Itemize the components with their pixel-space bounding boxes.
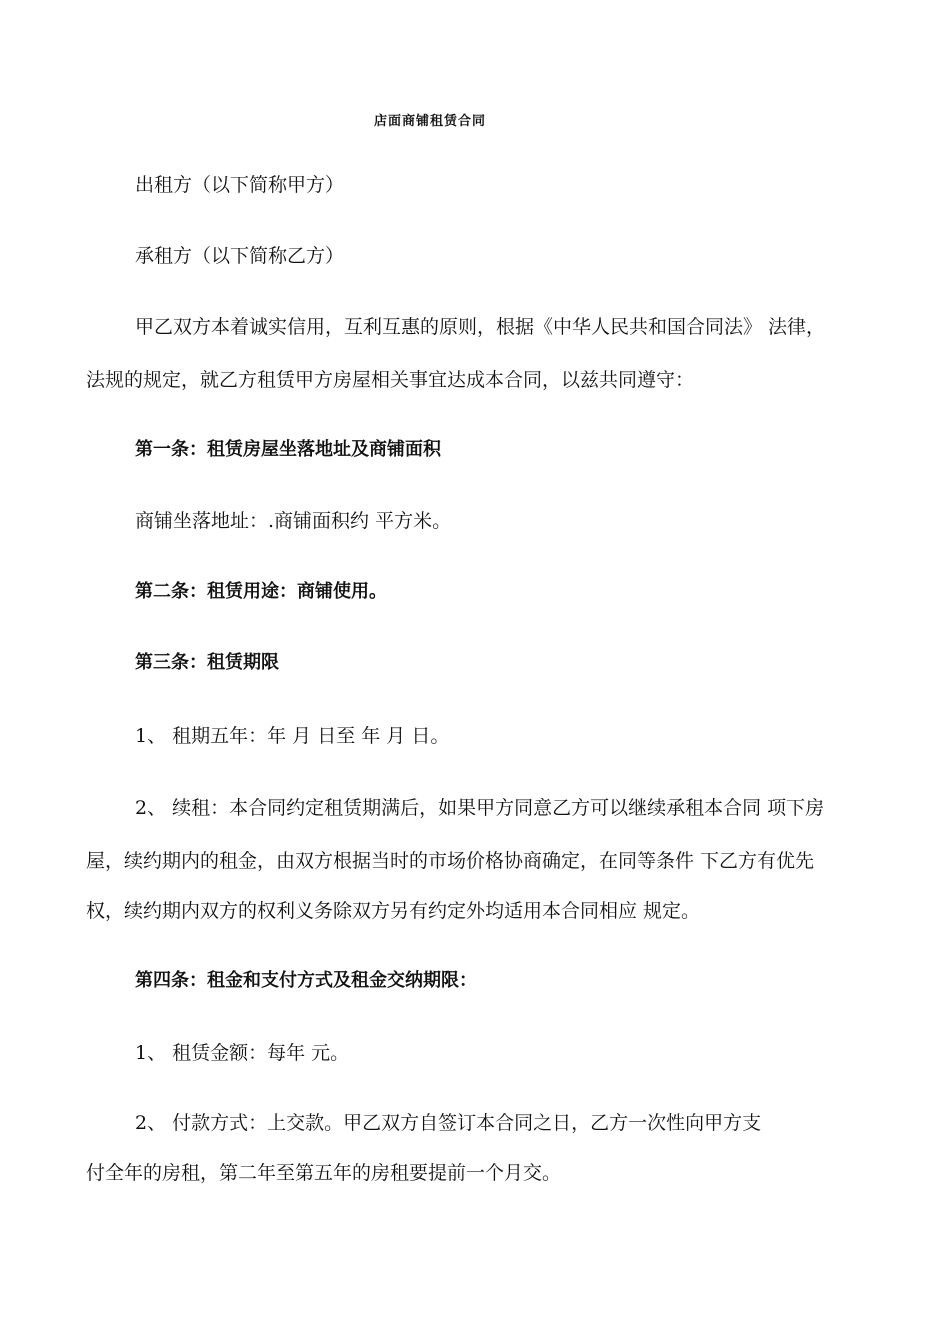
article-3-item-2-line-3: 权，续约期内双方的权利义务除双方另有约定外均适用本合同相应 规定。 <box>86 900 701 922</box>
article-2-heading: 第二条：租赁用途：商铺使用。 <box>135 581 387 602</box>
article-4-item-2-line-2: 付全年的房租，第二年至第五年的房租要提前一个月交。 <box>86 1162 562 1184</box>
lessor-line: 出租方（以下简称甲方） <box>135 174 345 196</box>
preamble-line-1: 甲乙双方本着诚实信用，互利互惠的原则，根据《中华人民共和国合同法》 法律， <box>135 316 826 338</box>
article-3-item-1: 1、 租期五年：年 月 日至 年 月 日。 <box>135 725 450 747</box>
lessee-line: 承租方（以下简称乙方） <box>135 245 345 267</box>
document-title: 店面商铺租赁合同 <box>373 114 486 129</box>
article-4-heading: 第四条：租金和支付方式及租金交纳期限： <box>135 970 477 991</box>
preamble-line-2: 法规的规定，就乙方租赁甲方房屋相关事宜达成本合同，以兹共同遵守： <box>86 369 695 391</box>
article-3-heading: 第三条：租赁期限 <box>135 652 279 673</box>
article-3-item-2-line-2: 屋，续约期内的租金，由双方根据当时的市场价格协商确定，在同等条件 下乙方有优先 <box>86 850 815 872</box>
article-3-item-2-line-1: 2、 续租：本合同约定租赁期满后，如果甲方同意乙方可以继续承租本合同 项下房 <box>135 797 825 819</box>
article-1-body: 商铺坐落地址：.商铺面积约 平方米。 <box>135 510 452 532</box>
article-4-item-2-line-1: 2、 付款方式：上交款。甲乙双方自签订本合同之日，乙方一次性向甲方支 <box>135 1112 762 1134</box>
article-1-heading: 第一条：租赁房屋坐落地址及商铺面积 <box>135 439 441 460</box>
article-4-item-1: 1、 租赁金额：每年 元。 <box>135 1042 350 1064</box>
